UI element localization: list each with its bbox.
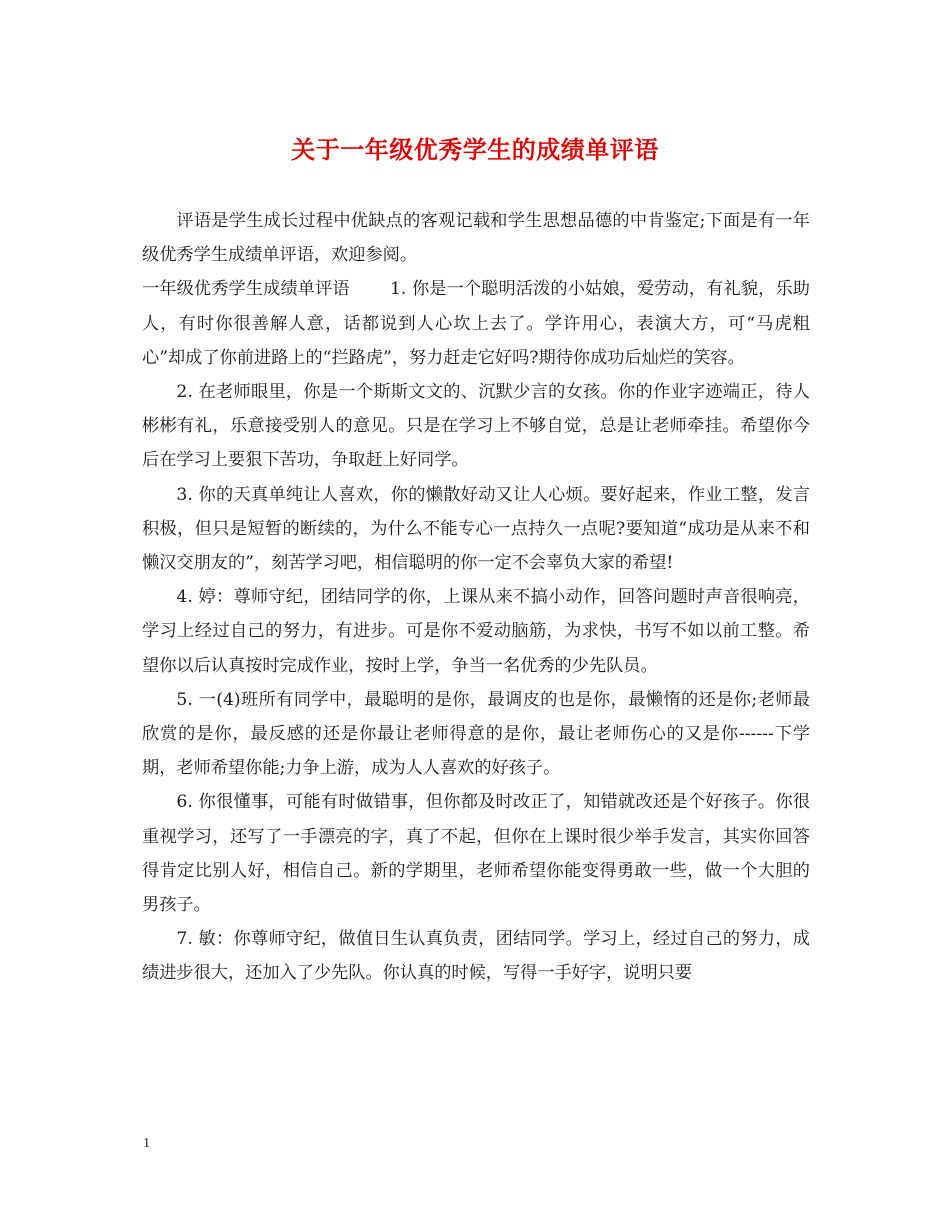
paragraph: 5. 一(4)班所有同学中，最聪明的是你，最调皮的也是你，最懒惰的还是你;老师最欣赏的是你，最反感的还是你最让老师得意的是你，最让老师伤心的又是你------下学期，老师希望你能;力争上游，成为人人喜欢的好孩子。: [142, 689, 810, 779]
paragraph: 评语是学生成长过程中优缺点的客观记载和学生思想品德的中肯鉴定;下面是有一年级优秀学生成绩单评语，欢迎参阅。: [142, 211, 810, 266]
page-number: 1: [143, 1136, 150, 1151]
paragraph: 一年级优秀学生成绩单评语 1. 你是一个聪明活泼的小姑娘，爱劳动，有礼貌，乐助人，有时你很善解人意，话都说到人心坎上去了。学许用心，表演大方，可“马虎粗心”却成了你前进路上的“拦路虎”，努力赶走它好吗?期待你成功后灿烂的笑容。: [142, 279, 810, 368]
paragraph: 3. 你的天真单纯让人喜欢，你的懒散好动又让人心烦。要好起来，作业工整，发言积极，但只是短暂的断续的，为什么不能专心一点持久一点呢?要知道“成功是从来不和懒汉交朋友的”，刻苦学习吧，相信聪明的你一定不会辜负大家的希望!: [142, 484, 810, 574]
paragraph: 6. 你很懂事，可能有时做错事，但你都及时改正了，知错就改还是个好孩子。你很重视学习，还写了一手漂亮的字，真了不起，但你在上课时很少举手发言，其实你回答得肯定比别人好，相信自己。新的学期里，老师希望你能变得勇敢一些，做一个大胆的男孩子。: [142, 792, 810, 916]
paragraph: 2. 在老师眼里，你是一个斯斯文文的、沉默少言的女孩。你的作业字迹端正，待人彬彬有礼，乐意接受别人的意见。只是在学习上不够自觉，总是让老师牵挂。希望你今后在学习上要狠下苦功，争取赶上好同学。: [142, 382, 810, 471]
paragraph: 7. 敏：你尊师守纪，做值日生认真负责，团结同学。学习上，经过自己的努力，成绩进步很大，还加入了少先队。你认真的时候，写得一手好字，说明只要: [142, 929, 810, 984]
paragraph: 4. 婷：尊师守纪，团结同学的你，上课从来不搞小动作，回答问题时声音很响亮，学习上经过自己的努力，有进步。可是你不爱动脑筋，为求快，书写不如以前工整。希望你以后认真按时完成作业，按时上学，争当一名优秀的少先队员。: [142, 587, 810, 676]
document-body: [142, 204, 810, 991]
page-title: 关于一年级优秀学生的成绩单评语: [291, 135, 659, 164]
